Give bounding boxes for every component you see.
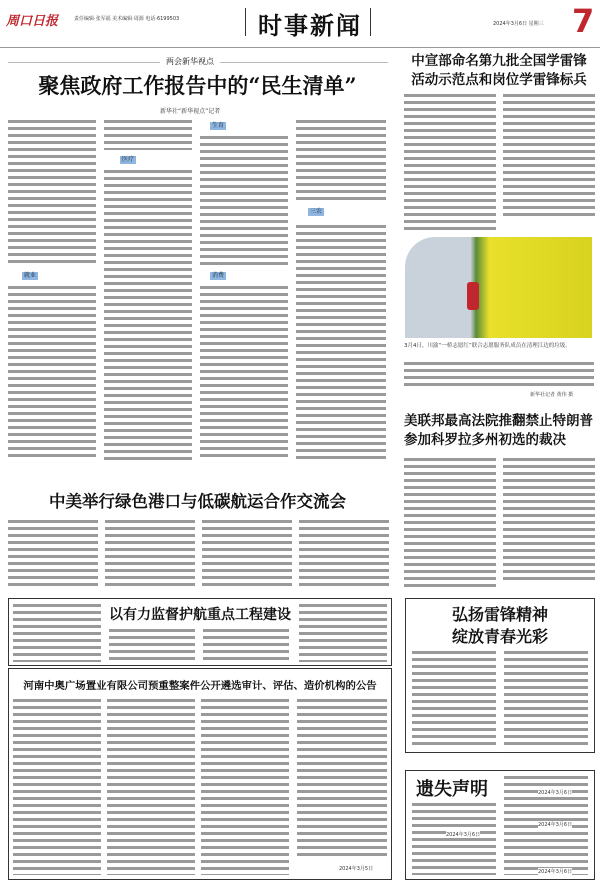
youth-article [405,598,595,753]
body-text [296,225,386,460]
issue-date: 2024年3月6日 星期三 [493,21,544,27]
body-text [203,629,289,662]
notice-date: 2024年3月6日 [538,822,573,828]
notice-date: 2024年3月6日 [446,832,481,838]
body-text [503,94,595,216]
body-text [200,286,288,460]
tag-employment: 就业 [24,272,37,279]
body-text [8,286,96,460]
supervision-article [8,598,392,666]
body-text [13,699,101,875]
photo-caption: 3月4日，川渝“一桥志愿红”联合志愿服务队成员在清理江边的垃圾。 [404,343,571,349]
body-text [13,604,101,662]
headline-line: 绽放青春光彩 [451,627,548,646]
body-text [404,94,496,232]
notice-date: 2024年3月6日 [538,869,573,875]
body-text [107,699,195,875]
headline-line: 参加科罗拉多州初选的裁决 [404,432,566,448]
body-text [104,120,192,150]
body-text [297,699,387,859]
notice-article [8,668,392,880]
headline-line: 美联邦最高法院推翻禁止特朗普 [404,413,593,429]
lost-notice [405,770,595,880]
body-text [412,651,496,747]
tag-consumption: 消费 [212,272,225,279]
body-text [404,362,594,388]
tag-medical: 医疗 [122,156,135,163]
notice-date: 2024年3月5日 [339,866,374,872]
body-text [404,458,496,588]
newspaper-logo: 周口日报 [6,14,59,29]
body-text [8,120,96,265]
body-text [504,651,588,747]
person-figure [467,282,479,310]
byline: 新华社“新华视点”记者 [160,108,221,115]
kicker: 两会新华视点 [160,56,220,67]
section-tag [210,272,226,280]
body-text [202,520,292,590]
body-text [299,520,389,590]
tag-agriculture: 三农 [310,208,323,215]
body-text [104,170,192,460]
tag-childbirth: 生育 [212,122,225,129]
lead-article [0,50,395,460]
youth-headline [406,604,594,648]
headline-line: 弘扬雷锋精神 [451,605,548,624]
lost-headline: 遗失声明 [416,779,488,800]
section-tag [308,208,324,216]
body-text [503,458,595,583]
notice-date: 2024年3月6日 [538,790,573,796]
body-text [200,136,288,265]
body-text [109,629,195,662]
headline-line: 中宣部命名第九批全国学雷锋 [411,53,587,69]
section-tag [22,272,38,280]
lead-headline: 聚焦政府工作报告中的“民生清单” [38,73,357,98]
section-tag [120,156,136,164]
body-text [299,604,387,662]
body-text [8,520,98,590]
news-photo [405,237,592,338]
divider [370,8,371,36]
notice-headline: 河南中奥广场置业有限公司预重整案件公开遴选审计、评估、造价机构的公告 [23,680,377,692]
masthead [0,0,600,48]
editor-info: 责任编辑·张军福 美术编辑·周源 电话·6199503 [74,16,180,22]
port-headline: 中美举行绿色港口与低碳航运合作交流会 [49,492,346,511]
body-text [412,803,496,875]
leifeng-headline [400,52,598,90]
divider [245,8,246,36]
headline-line: 活动示范点和岗位学雷锋标兵 [411,72,587,88]
body-text [296,120,386,200]
section-title: 时事新闻 [258,11,362,40]
photo-credit: 新华社记者 黄伟 摄 [530,392,574,398]
body-text [201,699,289,875]
supervision-headline: 以有力监督护航重点工程建设 [109,607,291,623]
page-number: 7 [572,2,595,40]
body-text [105,520,195,590]
us-court-headline [400,412,598,450]
section-tag [210,122,226,130]
